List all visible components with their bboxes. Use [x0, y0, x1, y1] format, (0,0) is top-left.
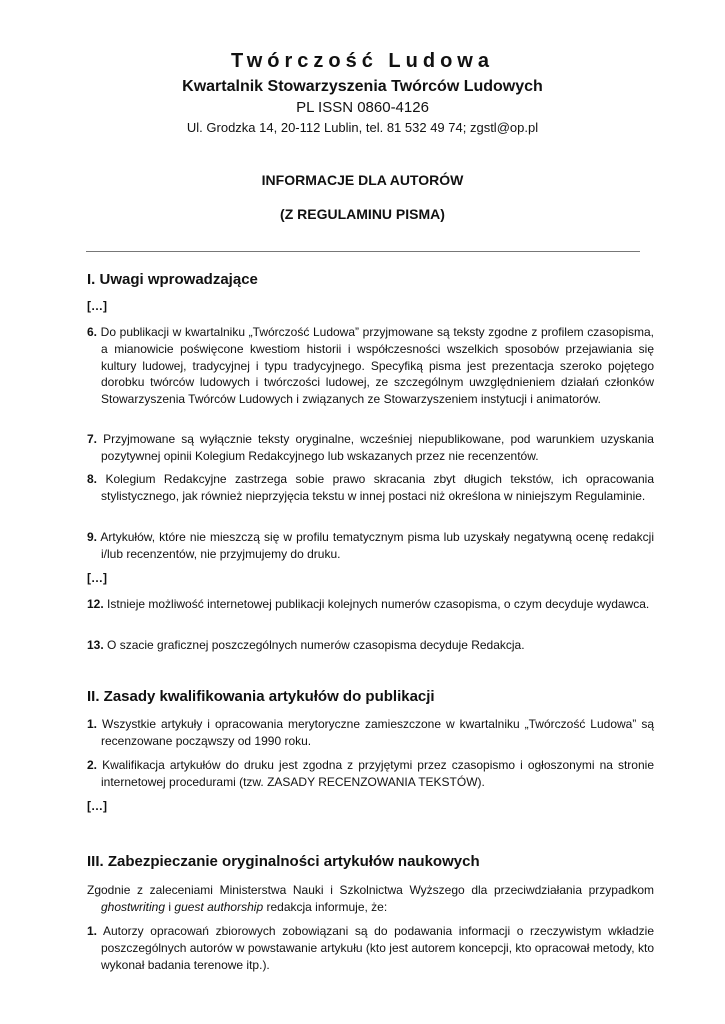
section-1-heading: I. Uwagi wprowadzające [87, 271, 258, 288]
intro-text-end: redakcja informuje, że: [266, 899, 388, 914]
ellipsis: […] [87, 571, 107, 585]
list-item [87, 716, 654, 750]
regulamin-subtitle: (Z REGULAMINU PISMA) [280, 206, 445, 222]
item-text: Autorzy opracowań zbiorowych zobowiązani są do podawania informacji o rzeczywistym wkładzie poszczególnych autorów w powstawanie artykułu (kto jest autorem koncepcji, kto opracował metody, kto wykonał badania terenowe itp.). [101, 924, 654, 972]
ellipsis: […] [87, 299, 107, 313]
item-number: 7. [87, 432, 98, 446]
list-item [87, 923, 654, 973]
item-text: Artykułów, które nie mieszczą się w profilu tematycznym pisma lub uzyskały negatywną ocenę redakcji i/lub recenzentów, nie przyjmujemy do druku. [100, 530, 655, 561]
item-text: O szacie graficznej poszczególnych numerów czasopisma decyduje Redakcja. [107, 638, 525, 652]
item-text: Istnieje możliwość internetowej publikacji kolejnych numerów czasopisma, o czym decyduje wydawca. [107, 597, 650, 611]
journal-address: Ul. Grodzka 14, 20-112 Lublin, tel. 81 532 49 74; zgstl@op.pl [186, 120, 539, 135]
journal-title: Twórczość Ludowa [231, 50, 494, 72]
ellipsis: […] [87, 799, 107, 813]
list-item [87, 431, 654, 465]
item-text: Wszystkie artykuły i opracowania merytoryczne zamieszczone w kwartalniku „Twórczość Ludowa” są recenzowane począwszy od 1990 roku. [101, 717, 654, 748]
info-title: INFORMACJE DLA AUTORÓW [261, 172, 464, 188]
item-text: Kolegium Redakcyjne zastrzega sobie prawo skracania zbyt długich tekstów, ich opracowania stylistycznego, jak również nieprzyjęcia tekstu w innej postaci niż określona w niniejszym Regulaminie. [101, 472, 654, 503]
intro-text: Zgodnie z zaleceniami Ministerstwa Nauki i Szkolnictwa Wyższego dla przeciwdziałania przypadkom [87, 883, 654, 897]
item-text: Do publikacji w kwartalniku „Twórczość Ludowa” przyjmowane są teksty zgodne z profilem czasopisma, a mianowicie poświęcone kwestiom historii i współczesności wszelkich sposobów przejawiania się kultury ludowej, tradycyjnej i typu tradycyjnego. Specyfiką pisma jest prezentacja szeroko pojętego dorobku twórców ludowych i twórczości ludowej, ze szczególnym uwzględnieniem działań członków Stowarzyszenia Twórców Ludowych i związanych ze Stowarzyszeniem instytucji i animatorów. [100, 325, 654, 407]
item-number: 1. [87, 717, 98, 731]
list-item [87, 596, 654, 613]
item-number: 13. [87, 638, 104, 652]
journal-subtitle: Kwartalnik Stowarzyszenia Twórców Ludowych [182, 78, 543, 95]
list-item [87, 757, 654, 791]
section-3-heading: III. Zabezpieczanie oryginalności artykułów naukowych [87, 853, 480, 870]
intro-ghostwriting: ghostwriting [101, 899, 166, 914]
section-2-heading: II. Zasady kwalifikowania artykułów do publikacji [87, 688, 435, 705]
intro-guest-authorship: guest authorship [174, 899, 264, 914]
item-number: 12. [87, 597, 104, 611]
item-number: 9. [87, 530, 98, 544]
item-text: Kwalifikacja artykułów do druku jest zgodna z przyjętymi przez czasopismo i ogłoszonymi na stronie internetowej procedurami (tzw. ZASADY RECENZOWANIA TEKSTÓW). [101, 758, 654, 789]
list-item [87, 471, 654, 505]
section-3-intro [87, 882, 654, 916]
item-number: 6. [87, 325, 98, 339]
list-item [87, 529, 654, 563]
intro-and: i [168, 899, 172, 914]
list-item [87, 637, 654, 654]
item-number: 1. [87, 924, 98, 938]
horizontal-divider [86, 251, 640, 252]
item-number: 8. [87, 472, 98, 486]
item-number: 2. [87, 758, 98, 772]
list-item [87, 324, 654, 408]
journal-issn: PL ISSN 0860-4126 [296, 99, 429, 116]
item-text: Przyjmowane są wyłącznie teksty oryginalne, wcześniej niepublikowane, pod warunkiem uzyskania pozytywnej opinii Kolegium Redakcyjnego lub wskazanych przez nie recenzentów. [101, 432, 654, 463]
